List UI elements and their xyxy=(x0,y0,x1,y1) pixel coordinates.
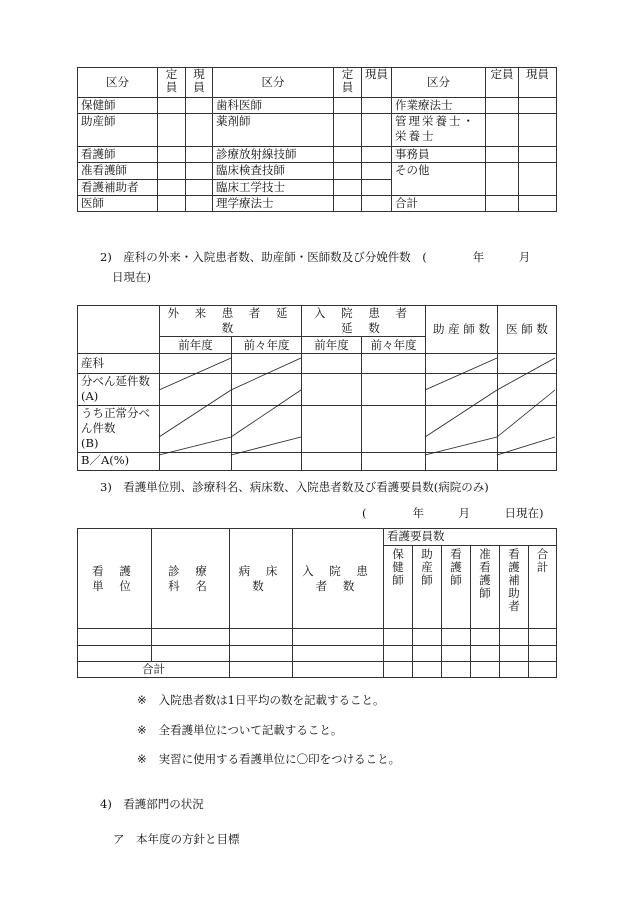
note-text: 全看護単位について記載すること。 xyxy=(158,723,343,737)
row-label: 医師 xyxy=(78,196,158,212)
header-current: 現員 xyxy=(519,68,557,98)
section3-title: 3) 看護単位別、診療科名、病床数、入院患者数及び看護要員数(病院のみ) xyxy=(100,480,489,494)
note-mark: ※ xyxy=(137,723,147,737)
staff-col: 看護補助者 xyxy=(500,546,529,629)
row-label: 臨床工学技士 xyxy=(213,180,334,196)
row-label: 分べん延件数 (A) xyxy=(78,374,160,406)
obstetrics-table xyxy=(77,305,557,471)
row-label: 助産師 xyxy=(78,114,158,147)
header-category: 区分 xyxy=(213,68,334,98)
row-label: 臨床検査技師 xyxy=(213,163,334,180)
prev-year: 前年度 xyxy=(160,337,232,354)
row-label: 管理栄養士・栄養士 xyxy=(392,114,486,147)
midwives-header: 助 産 師 数 xyxy=(426,306,498,354)
header-beds: 病 床 数 xyxy=(230,529,293,629)
doctors-header: 医 師 数 xyxy=(498,306,557,354)
row-label: 事務員 xyxy=(392,147,486,163)
row-label: 診療放射線技師 xyxy=(213,147,334,163)
row-label: 薬剤師 xyxy=(213,114,334,147)
inpatient-header: 入 院 患 者 延 数 xyxy=(302,306,426,337)
header-dept: 診 療 科 名 xyxy=(152,529,230,629)
row-label: 准看護師 xyxy=(78,163,158,180)
row-label: その他 xyxy=(392,163,486,196)
prev-year: 前年度 xyxy=(302,337,362,354)
note-text: 入院患者数は1日平均の数を記載すること。 xyxy=(158,693,385,707)
header-category: 区分 xyxy=(78,68,158,98)
header-inpatients: 入 院 患 者 数 xyxy=(293,529,384,629)
note-mark: ※ xyxy=(137,752,147,766)
row-label: B／A(%) xyxy=(78,453,160,471)
staff-col: 看護師 xyxy=(442,546,471,629)
row-label: 合計 xyxy=(392,196,486,212)
header-staff: 看護要員数 xyxy=(384,529,557,546)
prev-prev-year: 前々年度 xyxy=(362,337,426,354)
section2-title-cont: 日現在) xyxy=(112,270,151,284)
header-fixed: 定員 xyxy=(158,68,186,98)
row-label: うち正常分べん件数 (B) xyxy=(78,406,160,453)
row-label: 理学療法士 xyxy=(213,196,334,212)
note-text: 実習に使用する看護単位に〇印をつけること。 xyxy=(158,752,401,766)
row-label: 保健師 xyxy=(78,98,158,114)
section2-title: 2) 産科の外来・入院患者数、助産師・医師数及び分娩件数 ( 年 月 xyxy=(100,250,531,264)
staff-col: 准看護師 xyxy=(471,546,500,629)
staff-table xyxy=(77,67,557,212)
nursing-unit-table xyxy=(77,528,557,678)
row-label: 産科 xyxy=(78,354,160,374)
total-label: 合計 xyxy=(78,662,230,678)
header-fixed: 定員 xyxy=(486,68,519,98)
header-category: 区分 xyxy=(392,68,486,98)
header-fixed: 定員 xyxy=(334,68,362,98)
header-unit: 看 護 単 位 xyxy=(78,529,152,629)
note xyxy=(137,692,384,708)
staff-col: 合計 xyxy=(529,546,557,629)
staff-col: 助産師 xyxy=(413,546,442,629)
note-mark: ※ xyxy=(137,693,147,707)
row-label: 作業療法士 xyxy=(392,98,486,114)
row-label: 看護補助者 xyxy=(78,180,158,196)
staff-col: 保健師 xyxy=(384,546,413,629)
outpatient-header: 外 来 患 者 延 数 xyxy=(160,306,302,337)
header-current: 現員 xyxy=(362,68,392,98)
header-current: 現員 xyxy=(186,68,213,98)
note xyxy=(137,751,400,767)
section3-date: ( 年 月 日現在) xyxy=(362,506,544,520)
row-label: 歯科医師 xyxy=(213,98,334,114)
section4-sub: ア 本年度の方針と目標 xyxy=(113,832,240,846)
note xyxy=(137,722,342,738)
section4-title: 4) 看護部門の状況 xyxy=(100,797,204,811)
prev-prev-year: 前々年度 xyxy=(232,337,302,354)
row-label: 看護師 xyxy=(78,147,158,163)
